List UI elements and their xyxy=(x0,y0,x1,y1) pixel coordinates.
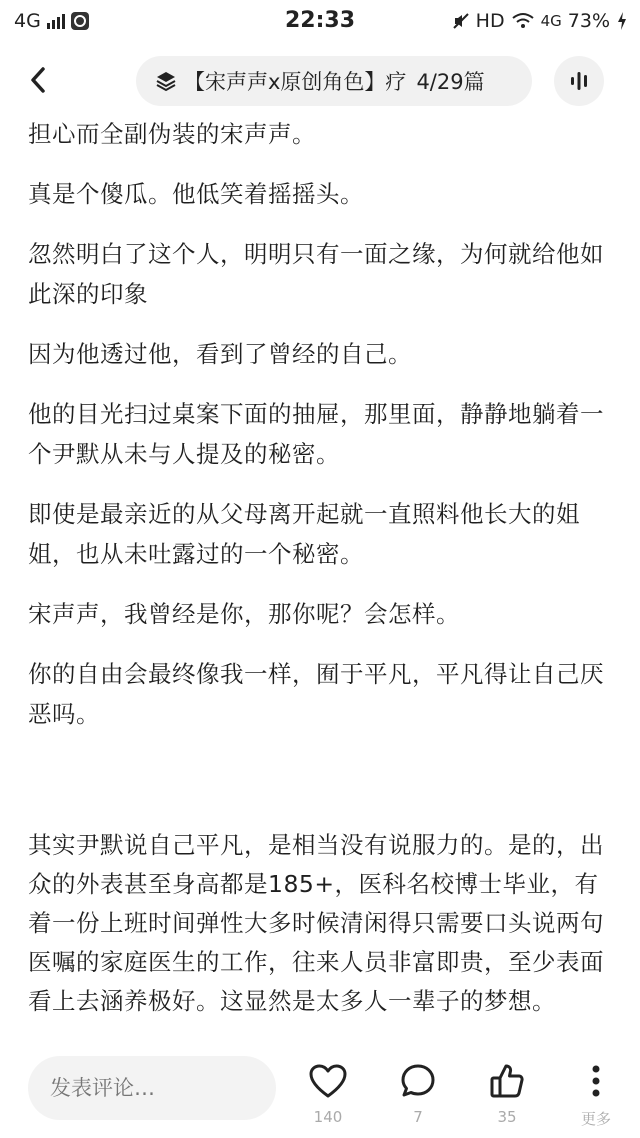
heart-icon xyxy=(298,1056,358,1106)
speech-bubble-icon xyxy=(388,1056,448,1106)
status-bar xyxy=(0,0,640,44)
like-button[interactable] xyxy=(298,1056,358,1126)
article-body xyxy=(28,114,608,1041)
like-count: 140 xyxy=(313,1108,343,1126)
more-label: 更多 xyxy=(580,1110,611,1128)
paragraph: 你的自由会最终像我一样，囿于平凡，平凡得让自己厌恶吗。 xyxy=(28,660,604,728)
paragraph: 忽然明白了这个人，明明只有一面之缘，为何就给他如此深的印象 xyxy=(28,240,604,308)
battery-charging-icon xyxy=(616,11,628,31)
paragraph: 真是个傻瓜。他低笑着摇摇头。 xyxy=(28,180,364,208)
back-button[interactable] xyxy=(20,62,56,98)
paragraph: 因为他透过他，看到了曾经的自己。 xyxy=(28,340,412,368)
audio-button[interactable] xyxy=(554,56,604,106)
wifi-icon xyxy=(511,12,535,30)
paragraph: 他的目光扫过桌案下面的抽屉，那里面，静静地躺着一个尹默从未与人提及的秘密。 xyxy=(28,400,604,468)
paragraph: 即使是最亲近的从父母离开起就一直照料他长大的姐姐，也从未吐露过的一个秘密。 xyxy=(28,500,580,568)
thumbs-up-button[interactable] xyxy=(477,1056,537,1126)
comment-button[interactable] xyxy=(388,1056,448,1126)
network-label-right: 4G xyxy=(540,12,562,30)
collection-title-button[interactable] xyxy=(136,56,532,106)
thumbs-up-count: 35 xyxy=(497,1108,517,1126)
top-bar xyxy=(0,50,640,112)
more-button[interactable] xyxy=(566,1056,626,1129)
paragraph: 担心而全副伪装的宋声声。 xyxy=(28,120,316,148)
hd-label: HD xyxy=(475,10,505,32)
status-right xyxy=(452,10,628,32)
more-vertical-icon xyxy=(566,1056,626,1106)
audio-wave-icon xyxy=(568,70,590,92)
network-label-left: 4G xyxy=(14,10,41,32)
paragraph-gap xyxy=(28,754,608,826)
comment-count: 7 xyxy=(413,1108,423,1126)
back-chevron-icon xyxy=(28,66,48,94)
bottom-action-bar xyxy=(0,1050,640,1138)
layers-icon xyxy=(154,69,178,93)
paragraph: 宋声声，我曾经是你，那你呢？会怎样。 xyxy=(28,600,460,628)
collection-title: 【宋声声x原创角色】疗 xyxy=(184,70,407,94)
page-count: 4/29篇 xyxy=(416,70,485,94)
mute-icon xyxy=(452,12,470,30)
battery-percent: 73% xyxy=(567,10,610,32)
thumbs-up-icon xyxy=(477,1056,537,1106)
status-time: 22:33 xyxy=(284,8,356,33)
comment-input[interactable] xyxy=(28,1056,276,1120)
paragraph: 其实尹默说自己平凡，是相当没有说服力的。是的，出众的外表甚至身高都是185+，医科名校博士毕业，有着一份上班时间弹性大多时候清闲得只需要口头说两句医嘱的家庭医生的工作，往来人员非富即贵，至少表面看上去涵养极好。这显然是太多人一辈子的梦想。 xyxy=(28,831,604,1015)
